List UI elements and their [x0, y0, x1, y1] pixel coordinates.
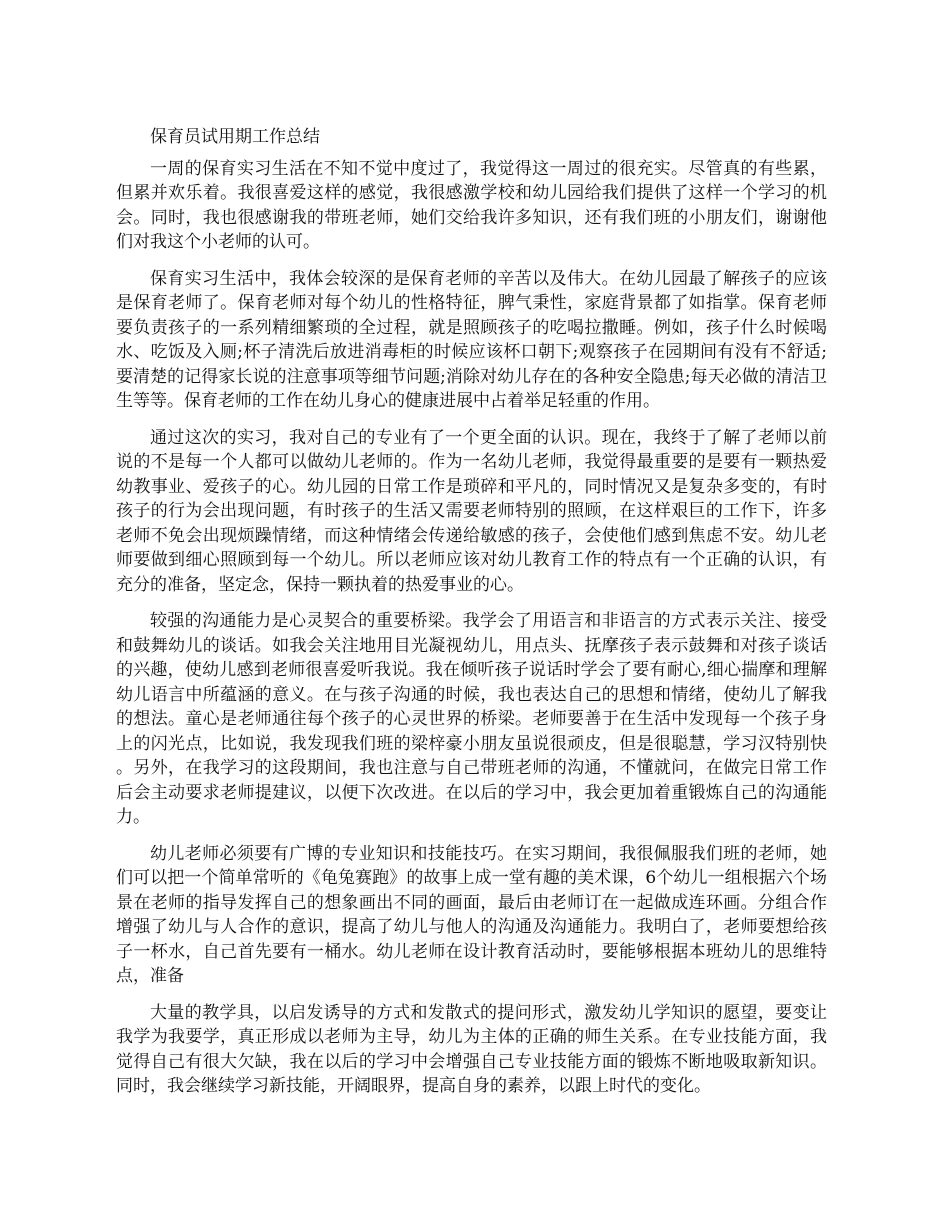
- paragraph-5: 幼儿老师必须要有广博的专业知识和技能技巧。在实习期间，我很佩服我们班的老师，她们可以把一个简单常听的《龟兔赛跑》的故事上成一堂有趣的美术课，6个幼儿一组根据六个场景在老师的指导发挥自己的想象画出不同的画面，最后由老师订在一起做成连环画。分组合作增强了幼儿与人合作的意识，提高了幼儿与他人的沟通及沟通能力。我明白了，老师要想给孩子一杯水，自己首先要有一桶水。幼儿老师在设计教育活动时，要能够根据本班幼儿的思维特点，准备: [116, 843, 827, 986]
- paragraph-3: 通过这次的实习，我对自己的专业有了一个更全面的认识。现在，我终于了解了老师以前说的不是每一个人都可以做幼儿老师的。作为一名幼儿老师，我觉得最重要的是要有一颗热爱幼教事业、爱孩子的心。幼儿园的日常工作是琐碎和平凡的，同时情况又是复杂多变的，有时孩子的行为会出现问题，有时孩子的生活又需要老师特别的照顾，在这样艰巨的工作下，许多老师不免会出现烦躁情绪，而这种情绪会传递给敏感的孩子，会使他们感到焦虑不安。幼儿老师要做到细心照顾到每一个幼儿。所以老师应该对幼儿教育工作的特点有一个正确的认识，有充分的准备，坚定念，保持一颗执着的热爱事业的心。: [116, 427, 827, 595]
- document-title: 保育员试用期工作总结: [150, 127, 320, 147]
- paragraph-6: 大量的教学具，以启发诱导的方式和发散式的提问形式，激发幼儿学知识的愿望，要变让我学为我要学，真正形成以老师为主导，幼儿为主体的正确的师生关系。在专业技能方面，我觉得自己有很大欠缺，我在以后的学习中会增强自己专业技能方面的锻炼不断地吸取新知识。同时，我会继续学习新技能，开阔眼界，提高自身的素养，以跟上时代的变化。: [116, 1002, 827, 1096]
- paragraph-1: 一周的保育实习生活在不知不觉中度过了，我觉得这一周过的很充实。尽管真的有些累，但累并欢乐着。我很喜爱这样的感觉，我很感激学校和幼儿园给我们提供了这样一个学习的机会。同时，我也很感谢我的带班老师，她们交给我许多知识，还有我们班的小朋友们，谢谢他们对我这个小老师的认可。: [116, 158, 827, 252]
- paragraph-4: 较强的沟通能力是心灵契合的重要桥梁。我学会了用语言和非语言的方式表示关注、接受和鼓舞幼儿的谈话。如我会关注地用目光凝视幼儿，用点头、抚摩孩子表示鼓舞和对孩子谈话的兴趣，使幼儿感到老师很喜爱听我说。我在倾听孩子说话时学会了要有耐心,细心揣摩和理解幼儿语言中所蕴涵的意义。在与孩子沟通的时候，我也表达自己的思想和情绪，使幼儿了解我的想法。童心是老师通往每个孩子的心灵世界的桥梁。老师要善于在生活中发现每一个孩子身上的闪光点，比如说，我发现我们班的梁梓豪小朋友虽说很顽皮，但是很聪慧，学习汉特别快。另外，在我学习的这段期间，我也注意与自己带班老师的沟通，不懂就问，在做完日常工作后会主动要求老师提建议，以便下次改进。在以后的学习中，我会更加着重锻炼自己的沟通能力。: [116, 611, 827, 827]
- paragraph-2: 保育实习生活中，我体会较深的是保育老师的辛苦以及伟大。在幼儿园最了解孩子的应该是保育老师了。保育老师对每个幼儿的性格特征，脾气秉性，家庭背景都了如指掌。保育老师要负责孩子的一系列精细繁琐的全过程，就是照顾孩子的吃喝拉撒睡。例如，孩子什么时候喝水、吃饭及入厕;杯子清洗后放进消毒柜的时候应该杯口朝下;观察孩子在园期间有没有不舒适;要清楚的记得家长说的注意事项等细节问题;消除对幼儿存在的各种安全隐患;每天必做的清洁卫生等等。保育老师的工作在幼儿身心的健康进展中占着举足轻重的作用。: [116, 268, 827, 411]
